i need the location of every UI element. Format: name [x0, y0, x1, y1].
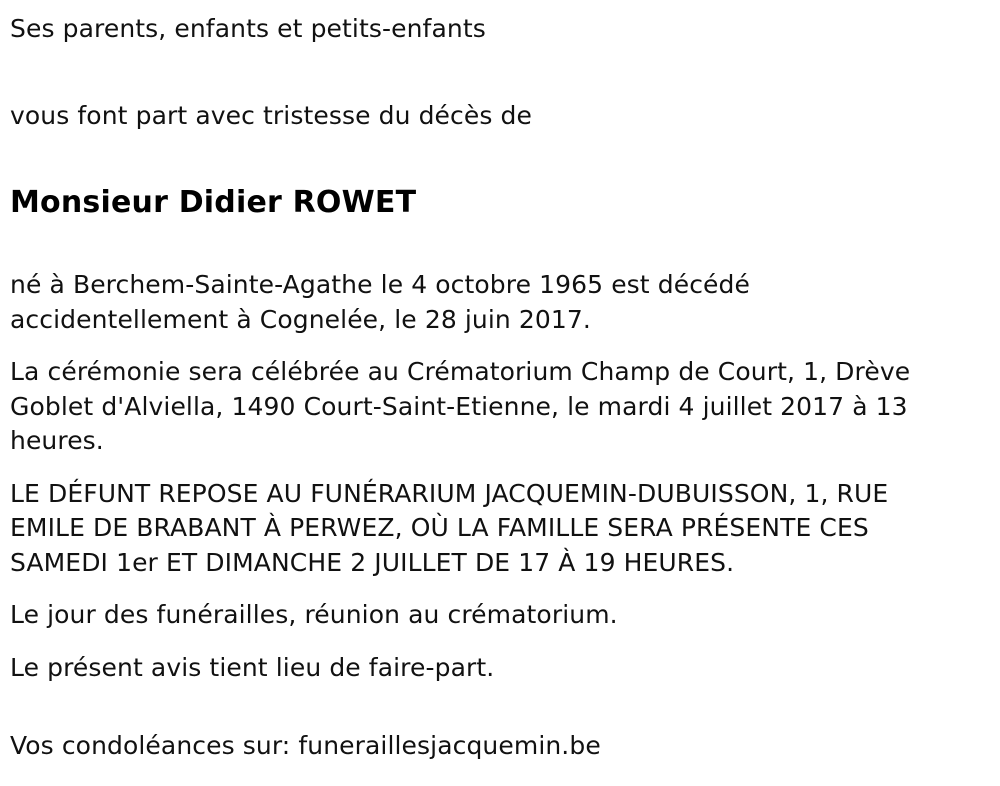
ceremony-details: La cérémonie sera célébrée au Crématorium Champ de Court, 1, Drève Goblet d'Alviella, 1490 Court-Saint-Etienne, le mardi 4 juillet 2017 à 13 heures. [10, 357, 911, 455]
funeral-home-details: LE DÉFUNT REPOSE AU FUNÉRARIUM JACQUEMIN-DUBUISSON, 1, RUE EMILE DE BRABANT À PERWEZ, OÙ LA FAMILLE SERA PRÉSENTE CES SAMEDI 1er ET DIMANCHE 2 JUILLET DE 17 À 19 HEURES. [10, 478, 889, 577]
relatives-line: Ses parents, enfants et petits-enfants [10, 14, 486, 43]
condolences-link-text[interactable]: Vos condoléances sur: funeraillesjacquemin.be [10, 731, 601, 760]
announcement-line: vous font part avec tristesse du décès de [10, 100, 532, 130]
gathering-details: Le jour des funérailles, réunion au crématorium. [10, 600, 618, 629]
deceased-name: Monsieur Didier ROWET [10, 185, 417, 220]
notice-disclaimer: Le présent avis tient lieu de faire-part. [10, 652, 495, 682]
birth-death-details: né à Berchem-Sainte-Agathe le 4 octobre 1965 est décédé accidentellement à Cognelée, le 28 juin 2017. [10, 270, 750, 334]
